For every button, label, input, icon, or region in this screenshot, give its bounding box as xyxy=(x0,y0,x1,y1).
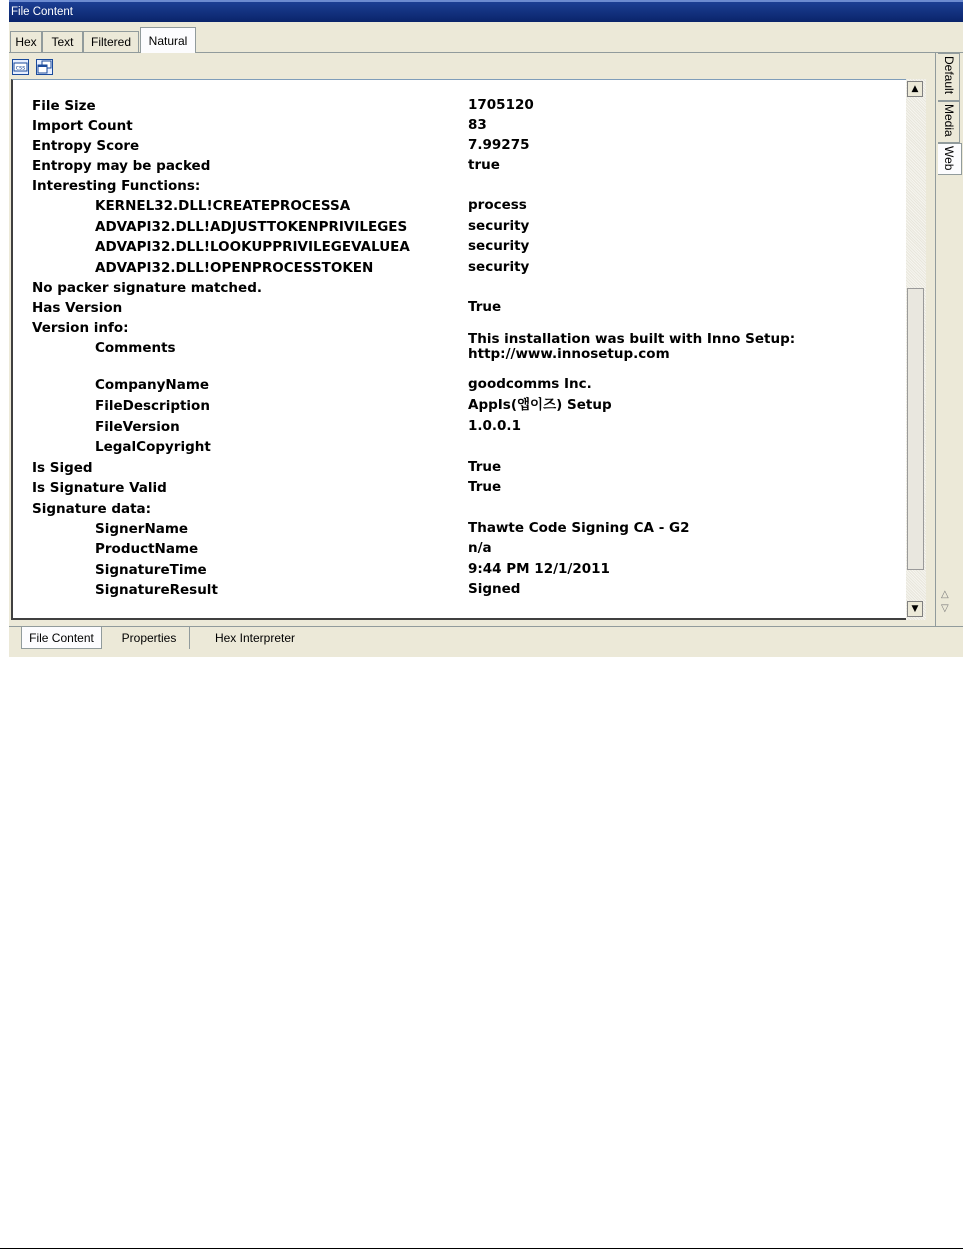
property-value: True xyxy=(468,459,502,475)
property-key: ADVAPI32.DLL!ADJUSTTOKENPRIVILEGES xyxy=(95,219,408,235)
scroll-up-arrow-icon: ▲ xyxy=(911,84,919,94)
panel-title: File Content xyxy=(11,6,74,18)
property-key: Has Version xyxy=(32,300,123,316)
property-key: ProductName xyxy=(95,541,199,557)
property-key: SignerName xyxy=(95,521,189,537)
scroll-down-arrow-icon: ▼ xyxy=(911,604,919,614)
property-value: 1705120 xyxy=(468,97,534,113)
property-key: KERNEL32.DLL!CREATEPROCESSA xyxy=(95,198,351,214)
scrollbar-thumb[interactable] xyxy=(907,288,924,570)
side-scroll-down-icon[interactable]: ▽ xyxy=(941,603,949,614)
property-key: ADVAPI32.DLL!LOOKUPPRIVILEGEVALUEA xyxy=(95,239,410,255)
tab-hex[interactable]: Hex xyxy=(10,31,42,52)
property-value: True xyxy=(468,479,502,495)
property-value: 9:44 PM 12/1/2011 xyxy=(468,561,610,577)
property-key: Is Siged xyxy=(32,460,93,476)
tab-filtered[interactable]: Filtered xyxy=(83,31,139,52)
tab-text[interactable]: Text xyxy=(42,31,83,52)
property-key: Version info: xyxy=(32,320,129,336)
property-key: Signature data: xyxy=(32,501,152,517)
property-value: security xyxy=(468,218,530,234)
property-key: Entropy may be packed xyxy=(32,158,211,174)
property-value: Signed xyxy=(468,581,521,597)
property-key: Is Signature Valid xyxy=(32,480,167,496)
side-tab-default[interactable]: Default xyxy=(938,53,960,101)
property-key: CompanyName xyxy=(95,377,210,393)
property-value: n/a xyxy=(468,540,492,556)
property-key: LegalCopyright xyxy=(95,439,211,455)
property-value: True xyxy=(468,299,502,315)
property-value: Thawte Code Signing CA - G2 xyxy=(468,520,690,536)
property-value: AppIs(앱이즈) Setup xyxy=(468,397,612,413)
bottom-tab-properties[interactable]: Properties xyxy=(109,627,190,649)
property-value: security xyxy=(468,238,530,254)
svg-text:css: css xyxy=(15,64,26,72)
property-key: Import Count xyxy=(32,118,133,134)
side-tab-web[interactable]: Web xyxy=(938,143,962,175)
property-key: No packer signature matched. xyxy=(32,280,262,296)
property-value: true xyxy=(468,157,500,173)
property-value: 7.99275 xyxy=(468,137,530,153)
property-key: File Size xyxy=(32,98,96,114)
property-key: Comments xyxy=(95,340,176,356)
side-tab-strip xyxy=(935,53,963,626)
panel-titlebar xyxy=(9,0,963,22)
property-key: ADVAPI32.DLL!OPENPROCESSTOKEN xyxy=(95,260,374,276)
scroll-up-button[interactable] xyxy=(907,81,923,97)
vertical-scrollbar[interactable] xyxy=(906,79,926,620)
css-icon[interactable] xyxy=(12,59,29,75)
property-value-line2: http://www.innosetup.com xyxy=(468,346,670,362)
property-value: process xyxy=(468,197,527,213)
property-key: SignatureTime xyxy=(95,562,207,578)
property-key: Entropy Score xyxy=(32,138,140,154)
tab-natural[interactable]: Natural xyxy=(140,27,196,53)
property-key: Interesting Functions: xyxy=(32,178,201,194)
bottom-tab-strip xyxy=(9,626,963,657)
page-rule xyxy=(0,1248,963,1249)
property-value: goodcomms Inc. xyxy=(468,376,592,392)
property-key: SignatureResult xyxy=(95,582,218,598)
side-scroll-up-icon[interactable]: △ xyxy=(941,589,949,600)
popout-window-icon[interactable] xyxy=(36,59,53,75)
side-tab-media[interactable]: Media xyxy=(938,101,960,143)
property-value: 1.0.0.1 xyxy=(468,418,521,434)
content-toolbar xyxy=(9,53,935,79)
property-key: FileVersion xyxy=(95,419,180,435)
side-scroll-arrows[interactable] xyxy=(941,588,949,616)
natural-view-content xyxy=(11,79,917,620)
bottom-tab-hex-interpreter[interactable]: Hex Interpreter xyxy=(214,631,296,645)
bottom-tab-file-content[interactable]: File Content xyxy=(21,627,102,649)
property-value: This installation was built with Inno Setup: xyxy=(468,331,796,347)
property-key: FileDescription xyxy=(95,398,210,414)
property-value: 83 xyxy=(468,117,487,133)
scroll-down-button[interactable] xyxy=(907,601,923,617)
view-tab-strip xyxy=(9,22,963,53)
file-content-panel xyxy=(9,0,963,656)
property-value: security xyxy=(468,259,530,275)
